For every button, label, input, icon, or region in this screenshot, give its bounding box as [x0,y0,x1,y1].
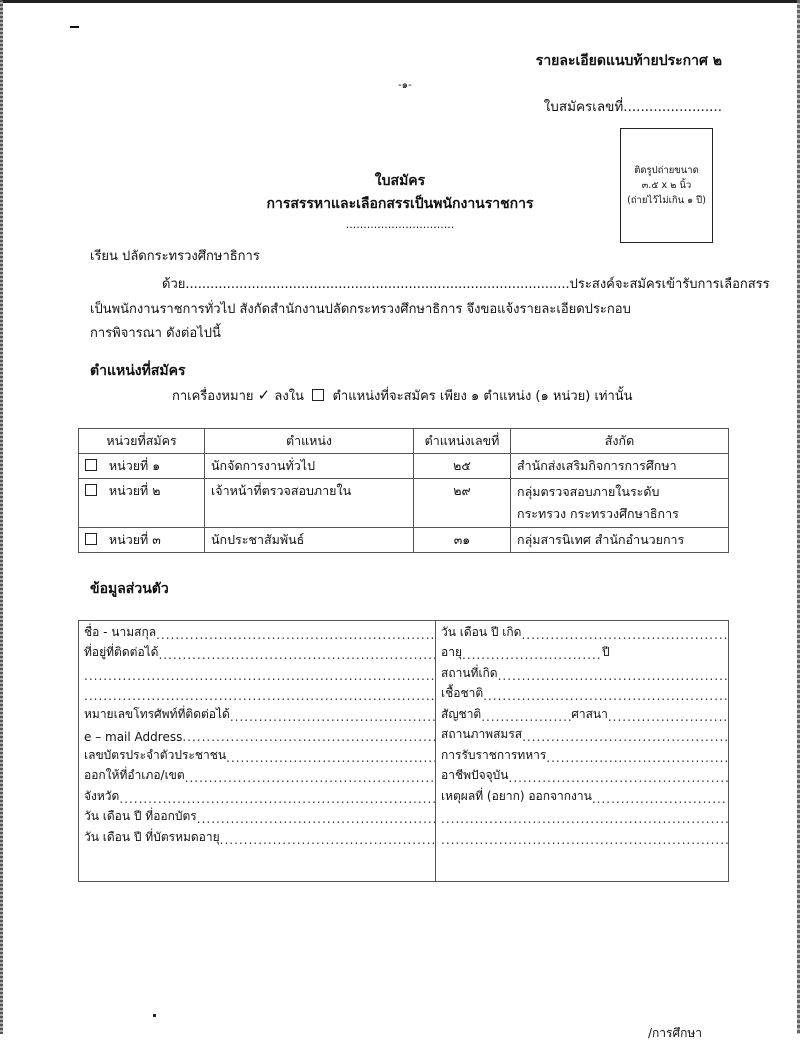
unit-label: หน่วยที่ ๓ [108,532,161,547]
position-number: ๒๕ [414,454,511,479]
unit-2-checkbox[interactable] [85,484,97,496]
address-line-2[interactable] [79,662,435,683]
position-number: ๓๑ [414,528,511,553]
form-subtitle-blank[interactable]: ............................... [345,218,455,231]
personal-info-heading: ข้อมูลส่วนตัว [90,581,169,597]
form-title: ใบสมัคร [374,173,426,189]
unit-1-checkbox[interactable] [85,459,97,471]
affiliation: สำนักส่งเสริมกิจการการศึกษา [511,454,729,479]
page-number: -๑- [398,80,412,91]
table-row [79,528,729,553]
intro-line-2: เป็นพนักงานราชการทั่วไป สังกัดสำนักงานปลัดกระทรวงศึกษาธิการ จึงขอแจ้งรายละเอียดประกอบ [90,302,631,317]
unit-label: หน่วยที่ ๒ [108,483,161,498]
positions-table [78,428,729,553]
position-name: นักประชาสัมพันธ์ [205,528,414,553]
photo-box-line3: (ถ่ายไว้ไม่เกิน ๑ ปี) [627,195,706,206]
age-field[interactable]: อายุ ..... ปี [436,642,728,663]
id-card-field[interactable]: เลขบัตรประจำตัวประชาชน ..... [79,744,435,765]
age-unit: ปี [601,645,610,659]
birth-date-field[interactable]: วัน เดือน ปี เกิด ..... [436,621,728,642]
expiry-date-field[interactable]: วัน เดือน ปี ที่บัตรหมดอายุ ..... [79,826,435,847]
affiliation-line-2: กระทรวง กระทรวงศึกษาธิการ [517,506,679,521]
column-header: ตำแหน่ง [205,429,414,454]
marital-status-field[interactable]: สถานภาพสมรส ..... [436,724,728,745]
position-name: นักจัดการงานทั่วไป [205,454,414,479]
photo-box-line1: ติดรูปถ่ายขนาด [634,165,699,176]
instruction-suffix: ตำแหน่งที่จะสมัคร เพียง ๑ ตำแหน่ง (๑ หน่วย) เท่านั้น [332,389,633,404]
positions-instruction [172,385,633,406]
position-name: เจ้าหน้าที่ตรวจสอบภายใน [205,479,414,528]
table-row [79,454,729,479]
religion-label: ศาสนา [571,706,608,721]
email-field[interactable]: e – mail Address ..... [79,724,435,745]
scan-edge-top [0,0,800,3]
scan-speck [153,1014,156,1017]
reason-line-3[interactable] [436,826,728,847]
occupation-field[interactable]: อาชีพปัจจุบัน ..... [436,765,728,786]
table-header-row [79,429,729,454]
address-field[interactable]: ที่อยู่ที่ติดต่อได้ ..... [79,642,435,663]
check-mark-icon: ✓ [257,386,271,404]
province-field[interactable]: จังหวัด ..... [79,785,435,806]
affiliation [511,479,729,528]
reason-leaving-field[interactable]: เหตุผลที่ (อยาก) ออกจากงาน ..... [436,785,728,806]
position-number: ๒๙ [414,479,511,528]
application-number-field[interactable]: ใบสมัครเลขที่....................... [543,99,722,115]
unit-label: หน่วยที่ ๑ [108,458,161,473]
scan-edge-left [0,0,3,1034]
birthplace-field[interactable]: สถานที่เกิด ..... [436,662,728,683]
issue-date-field[interactable]: วัน เดือน ปี ที่ออกบัตร ..... [79,806,435,827]
continued-marker: /การศึกษา [648,1026,703,1040]
intro-line-3: การพิจารณา ดังต่อไปนี้ [90,326,221,341]
column-header: สังกัด [511,429,729,454]
reason-line-2[interactable] [436,806,728,827]
annex-label: รายละเอียดแนบท้ายประกาศ ๒ [535,53,722,69]
column-header: หน่วยที่สมัคร [79,429,205,454]
phone-field[interactable]: หมายเลขโทรศัพท์ที่ติดต่อได้ ..... [79,703,435,724]
instruction-mid: ลงใน [274,389,304,404]
checkbox-icon [312,389,324,401]
nationality-religion-field[interactable]: สัญชาติ ..... ศาสนา ..... [436,703,728,724]
issued-district-field[interactable]: ออกให้ที่อำเภอ/เขต ..... [79,765,435,786]
positions-heading: ตำแหน่งที่สมัคร [90,363,186,379]
form-subtitle: การสรรหาและเลือกสรรเป็นพนักงานราชการ [266,196,534,212]
ethnicity-field[interactable]: เชื้อชาติ ..... [436,683,728,704]
personal-info-right-column [436,621,728,881]
military-service-field[interactable]: การรับราชการทหาร ..... [436,744,728,765]
address-line-3[interactable] [79,683,435,704]
name-field[interactable]: ชื่อ - นามสกุล ..... [79,621,435,642]
column-header: ตำแหน่งเลขที่ [414,429,511,454]
unit-3-checkbox[interactable] [85,533,97,545]
scan-mark [70,26,79,28]
personal-info-box [78,620,729,882]
affiliation-line-1: กลุ่มตรวจสอบภายในระดับ [517,484,660,499]
table-row [79,479,729,528]
intro-line-1[interactable]: ด้วย.............................................................................................ประสงค์จะสมัครเข้ารับการเลือกสรร [162,277,770,292]
instruction-prefix: กาเครื่องหมาย [172,389,254,404]
affiliation: กลุ่มสารนิเทศ สำนักอำนวยการ [511,528,729,553]
photo-box-line2: ๓.๕ x ๒ นิ้ว [641,180,692,191]
personal-info-left-column [79,621,436,881]
salutation: เรียน ปลัดกระทรวงศึกษาธิการ [90,249,260,264]
